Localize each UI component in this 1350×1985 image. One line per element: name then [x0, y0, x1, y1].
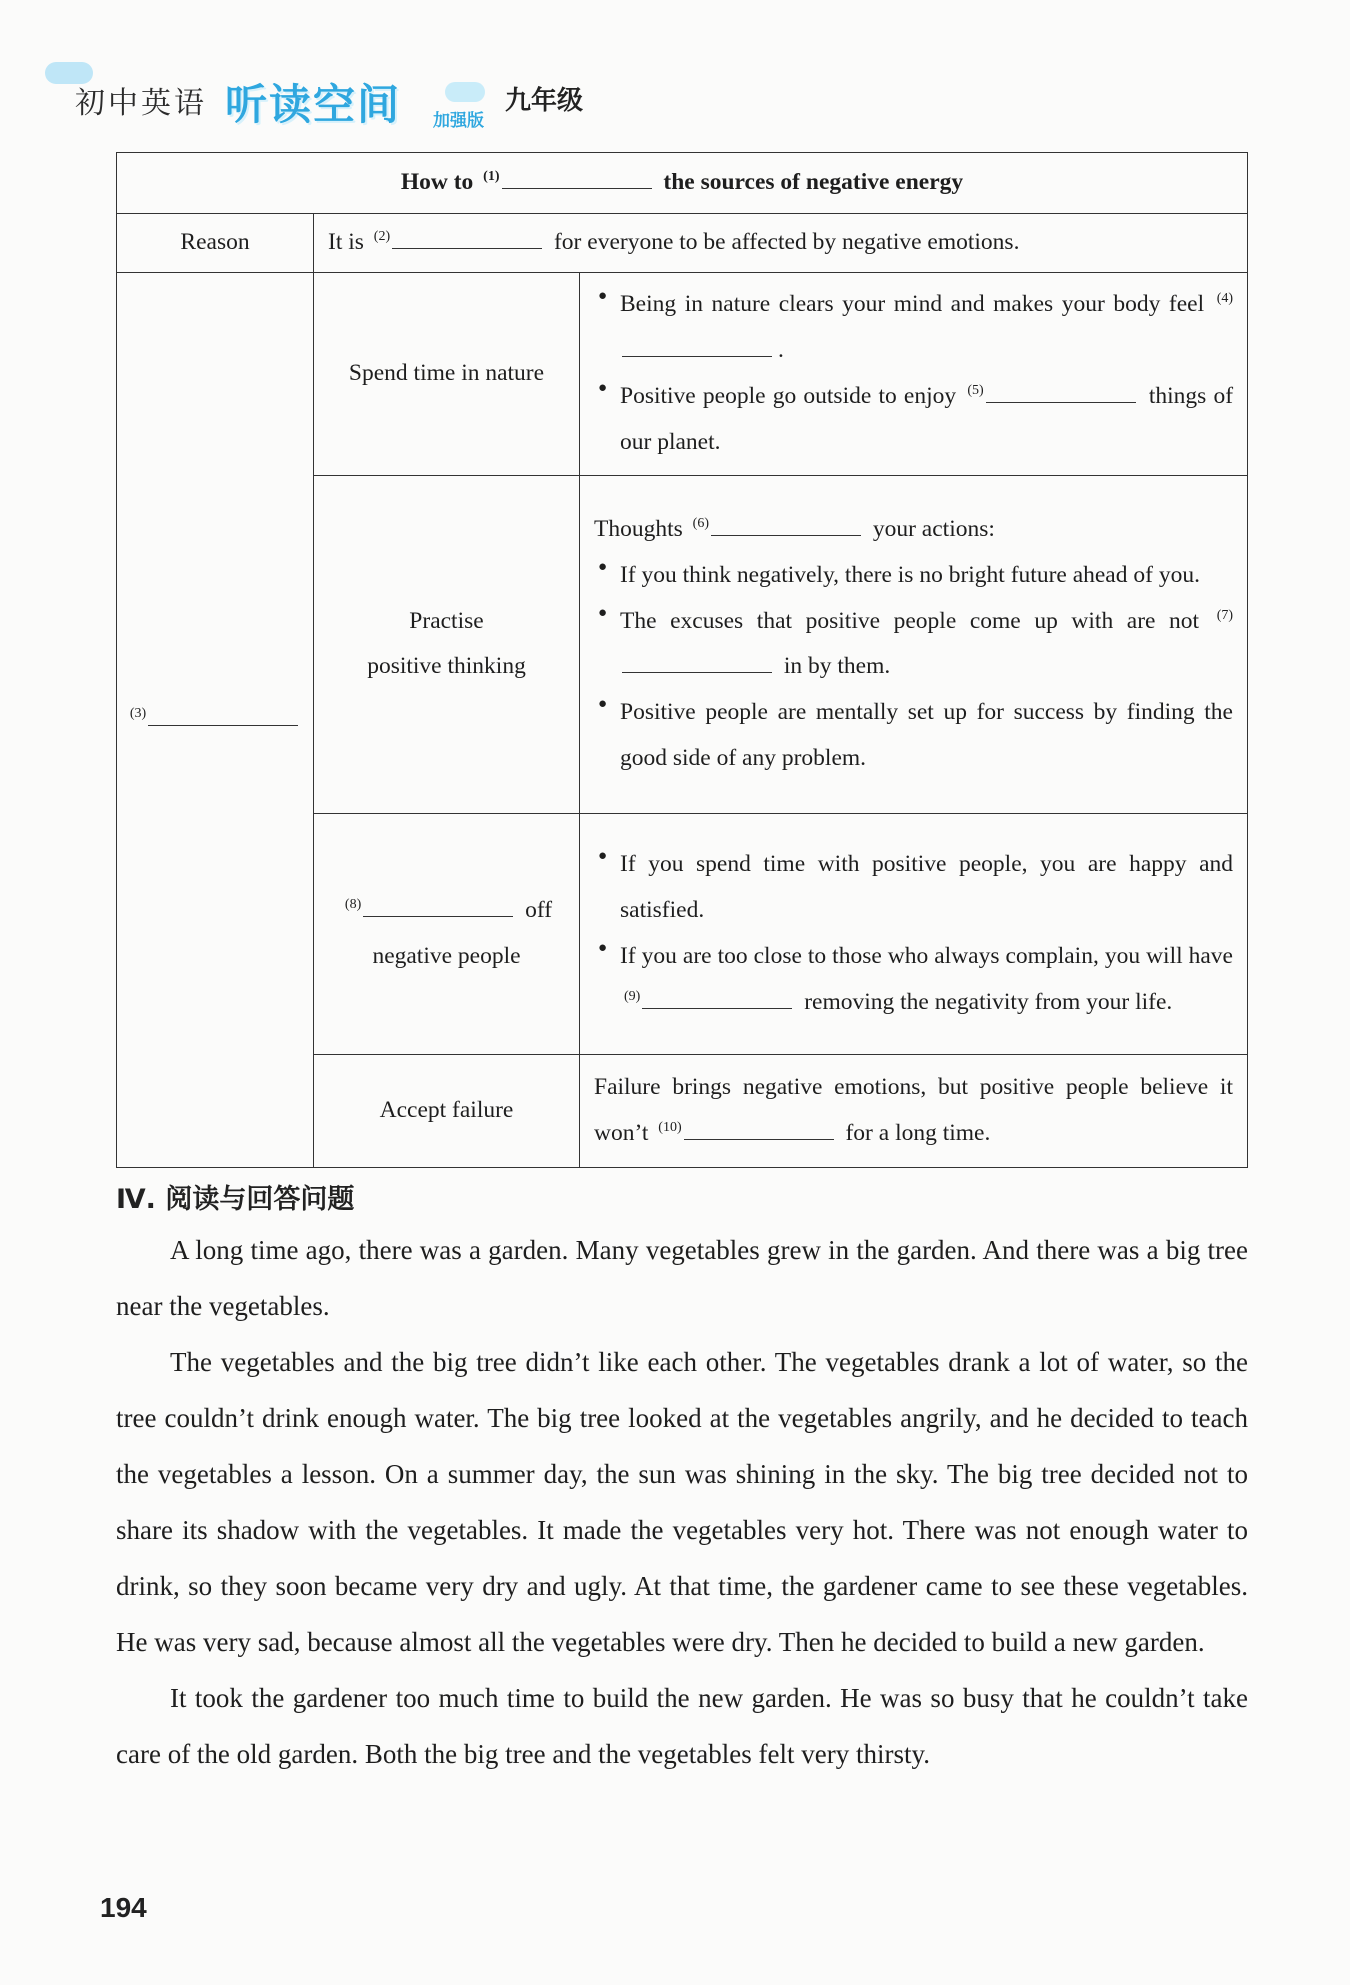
- blank-number: (6): [692, 516, 709, 532]
- blank-number: (10): [658, 1119, 682, 1135]
- method-label-line: negative people: [372, 942, 521, 969]
- method-label: Accept failure: [314, 1054, 580, 1167]
- blank-number: (4): [1216, 291, 1234, 307]
- table-title: [117, 153, 1248, 214]
- blank-number: (9): [624, 988, 641, 1004]
- blank-number: (1): [483, 169, 500, 185]
- answer-blank-9[interactable]: [642, 982, 792, 1009]
- bullet-item: ● If you spend time with positive people, you are happy and satisfied.: [594, 842, 1233, 934]
- methods-label-cell: [117, 272, 314, 1167]
- bullet-item: [594, 599, 1233, 691]
- section-heading: Ⅳ. 阅读与回答问题: [116, 1184, 355, 1215]
- bullet-item: [594, 374, 1233, 466]
- answer-blank-10[interactable]: [684, 1113, 834, 1140]
- reason-cell: [314, 214, 1248, 273]
- method-label-line: Practise: [409, 607, 484, 634]
- bullet-text: Being in nature clears your mind and makes your body feel: [620, 291, 1205, 318]
- answer-blank-8[interactable]: [363, 890, 513, 917]
- bullet-item: [594, 934, 1233, 1026]
- reason-text: It is: [328, 229, 364, 255]
- blank-number: (5): [967, 382, 984, 398]
- method-details: [580, 813, 1248, 1054]
- bubble-decoration: [445, 82, 485, 102]
- bullet-text: Positive people go outside to enjoy: [620, 382, 957, 409]
- method-details: [580, 272, 1248, 475]
- series-title: 初中英语: [75, 86, 207, 121]
- bullet-text: removing the negativity from your life.: [804, 988, 1173, 1015]
- method-label-line: positive thinking: [367, 653, 526, 680]
- answer-blank-1[interactable]: [502, 162, 652, 189]
- method-details: [580, 1054, 1248, 1167]
- bullet-text: in by them.: [783, 653, 891, 680]
- bullet-text: things of our planet.: [620, 382, 1234, 455]
- lead-text: your actions:: [872, 515, 995, 542]
- answer-blank-5[interactable]: [986, 376, 1136, 403]
- method-label-line: [315, 888, 578, 934]
- reason-text: for everyone to be affected by negative emotions.: [553, 229, 1020, 255]
- brand-edition: 加强版: [433, 111, 484, 131]
- title-text: the sources of negative energy: [663, 169, 964, 196]
- blank-number: (8): [344, 897, 362, 913]
- detail-text: Failure brings negative emotions, but positive people believe it won’t: [594, 1074, 1233, 1146]
- page-header: [45, 52, 645, 132]
- lead-text: Thoughts: [594, 515, 683, 542]
- fill-in-table: [116, 152, 1248, 1168]
- method-label: [314, 813, 580, 1054]
- bullet-text: The excuses that positive people come up with are not: [620, 607, 1200, 634]
- answer-blank-4[interactable]: [622, 330, 772, 357]
- bullet-item: [594, 282, 1233, 374]
- answer-blank-3[interactable]: [148, 699, 298, 726]
- grade-label: 九年级: [505, 86, 584, 116]
- page-number: 194: [100, 1892, 147, 1923]
- answer-blank-2[interactable]: [392, 222, 542, 249]
- brand-logo: 听读空间: [225, 80, 402, 129]
- title-text: How to: [400, 169, 474, 196]
- detail-text: for a long time.: [845, 1119, 991, 1146]
- method-label: Spend time in nature: [314, 272, 580, 475]
- blank-number: (3): [129, 706, 147, 722]
- bullet-item: ● Positive people are mentally set up for success by finding the good side of any problem.: [594, 690, 1233, 782]
- blank-number: (7): [1216, 607, 1234, 623]
- passage-paragraph: It took the gardener too much time to build the new garden. He was so busy that he couldn’t take care of the old garden. Both the big tree and the vegetables felt very thirsty.: [116, 1683, 1248, 1769]
- method-label: [314, 475, 580, 813]
- method-label-text: off: [525, 897, 553, 923]
- reading-passage: [116, 1222, 1248, 1782]
- lead-line: [594, 507, 1233, 553]
- passage-paragraph: A long time ago, there was a garden. Many vegetables grew in the garden. And there was a big tree near the vegetables.: [116, 1235, 1248, 1321]
- answer-blank-6[interactable]: [711, 509, 861, 536]
- bullet-text: .: [778, 337, 784, 363]
- bullet-item: ● If you think negatively, there is no bright future ahead of you.: [594, 553, 1233, 599]
- blank-number: (2): [373, 229, 391, 245]
- answer-blank-7[interactable]: [622, 646, 772, 673]
- method-details: [580, 475, 1248, 813]
- bullet-text: If you are too close to those who always complain, you will have: [620, 942, 1233, 969]
- passage-paragraph: The vegetables and the big tree didn’t like each other. The vegetables drank a lot of water, so the tree couldn’t drink enough water. The big tree looked at the vegetables angrily, and he decided to teach the vegetables a lesson. On a summer day, the sun was shining in the sky. The big tree decided not to share its shadow with the vegetables. It made the vegetables very hot. There was not enough water to drink, so they soon became very dry and ugly. At that time, the gardener came to see these vegetables. He was very sad, because almost all the vegetables were dry. Then he decided to build a new garden.: [116, 1347, 1248, 1657]
- reason-label: Reason: [117, 214, 314, 273]
